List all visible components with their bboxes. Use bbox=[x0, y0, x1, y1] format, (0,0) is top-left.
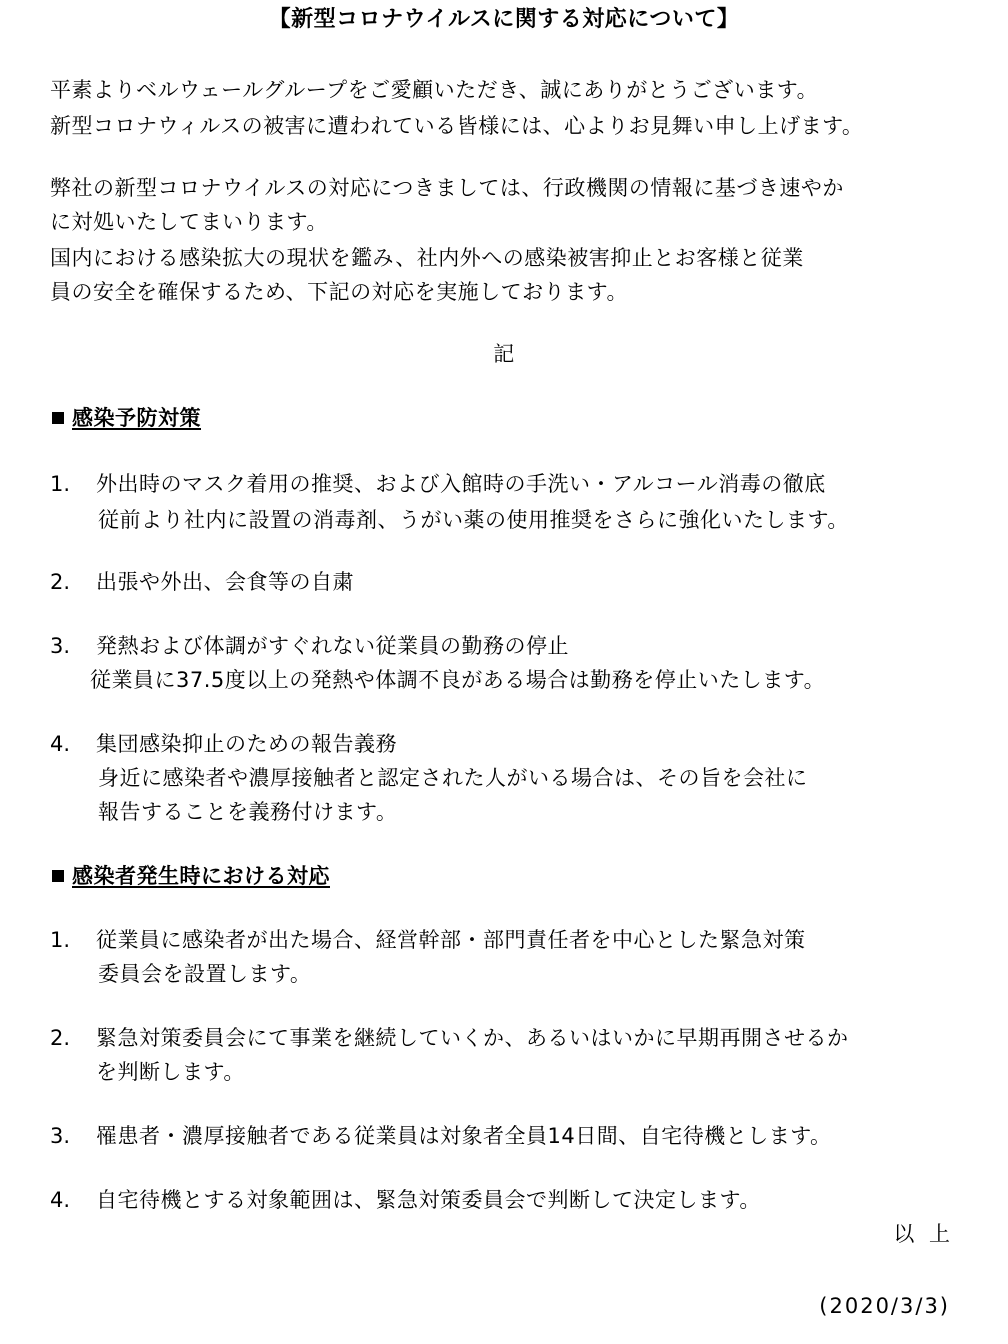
section-heading-prevention bbox=[52, 404, 201, 432]
item-number: 2. bbox=[50, 1026, 71, 1050]
item-line: 自宅待機とする対象範囲は、緊急対策委員会で判断して決定します。 bbox=[96, 1188, 761, 1212]
item-number: 3. bbox=[50, 1124, 71, 1148]
document-date: (2020/3/3) bbox=[819, 1294, 950, 1318]
item-line: 従業員に37.5度以上の発熱や体調不良がある場合は勤務を停止いたします。 bbox=[90, 668, 826, 692]
square-bullet-icon bbox=[52, 412, 64, 424]
item-number: 1. bbox=[50, 928, 71, 952]
greeting-line-2: 新型コロナウィルスの被害に遭われている皆様には、心よりお見舞い申し上げます。 bbox=[50, 114, 864, 138]
section-heading-text: 感染者発生時における対応 bbox=[72, 864, 330, 888]
intro-line-2: に対処いたしてまいります。 bbox=[50, 210, 328, 234]
item-number: 2. bbox=[50, 570, 71, 594]
item-line: 従前より社内に設置の消毒剤、うがい薬の使用推奨をさらに強化いたします。 bbox=[98, 508, 849, 532]
greeting-line-1: 平素よりベルウェールグループをご愛顧いただき、誠にありがとうございます。 bbox=[50, 78, 819, 102]
item-line: 発熱および体調がすぐれない従業員の勤務の停止 bbox=[96, 634, 569, 658]
section-heading-text: 感染予防対策 bbox=[72, 406, 201, 430]
item-line: 出張や外出、会食等の自粛 bbox=[96, 570, 354, 594]
item-line: を判断します。 bbox=[96, 1060, 245, 1084]
intro-line-3: 国内における感染拡大の現状を鑑み、社内外への感染被害抑止とお客様と従業 bbox=[50, 246, 804, 270]
item-line: 身近に感染者や濃厚接触者と認定された人がいる場合は、その旨を会社に bbox=[98, 766, 808, 790]
item-number: 4. bbox=[50, 732, 71, 756]
item-line: 従業員に感染者が出た場合、経営幹部・部門責任者を中心とした緊急対策 bbox=[96, 928, 806, 952]
document-title: 【新型コロナウイルスに関する対応について】 bbox=[268, 7, 740, 32]
closing-mark: 以 上 bbox=[893, 1222, 954, 1246]
ki-marker: 記 bbox=[493, 342, 515, 366]
item-number: 1. bbox=[50, 472, 71, 496]
item-line: 集団感染抑止のための報告義務 bbox=[96, 732, 397, 756]
item-number: 4. bbox=[50, 1188, 71, 1212]
intro-line-4: 員の安全を確保するため、下記の対応を実施しております。 bbox=[50, 280, 628, 304]
item-line: 外出時のマスク着用の推奨、および入館時の手洗い・アルコール消毒の徹底 bbox=[96, 472, 826, 496]
section-heading-response bbox=[52, 862, 330, 890]
item-line: 緊急対策委員会にて事業を継続していくか、あるいはいかに早期再開させるか bbox=[96, 1026, 849, 1050]
item-line: 委員会を設置します。 bbox=[98, 962, 312, 986]
item-number: 3. bbox=[50, 634, 71, 658]
item-line: 罹患者・濃厚接触者である従業員は対象者全員14日間、自宅待機とします。 bbox=[96, 1124, 832, 1148]
intro-line-1: 弊社の新型コロナウイルスの対応につきましては、行政機関の情報に基づき速やか bbox=[50, 176, 844, 200]
square-bullet-icon bbox=[52, 870, 64, 882]
item-line: 報告することを義務付けます。 bbox=[98, 800, 398, 824]
